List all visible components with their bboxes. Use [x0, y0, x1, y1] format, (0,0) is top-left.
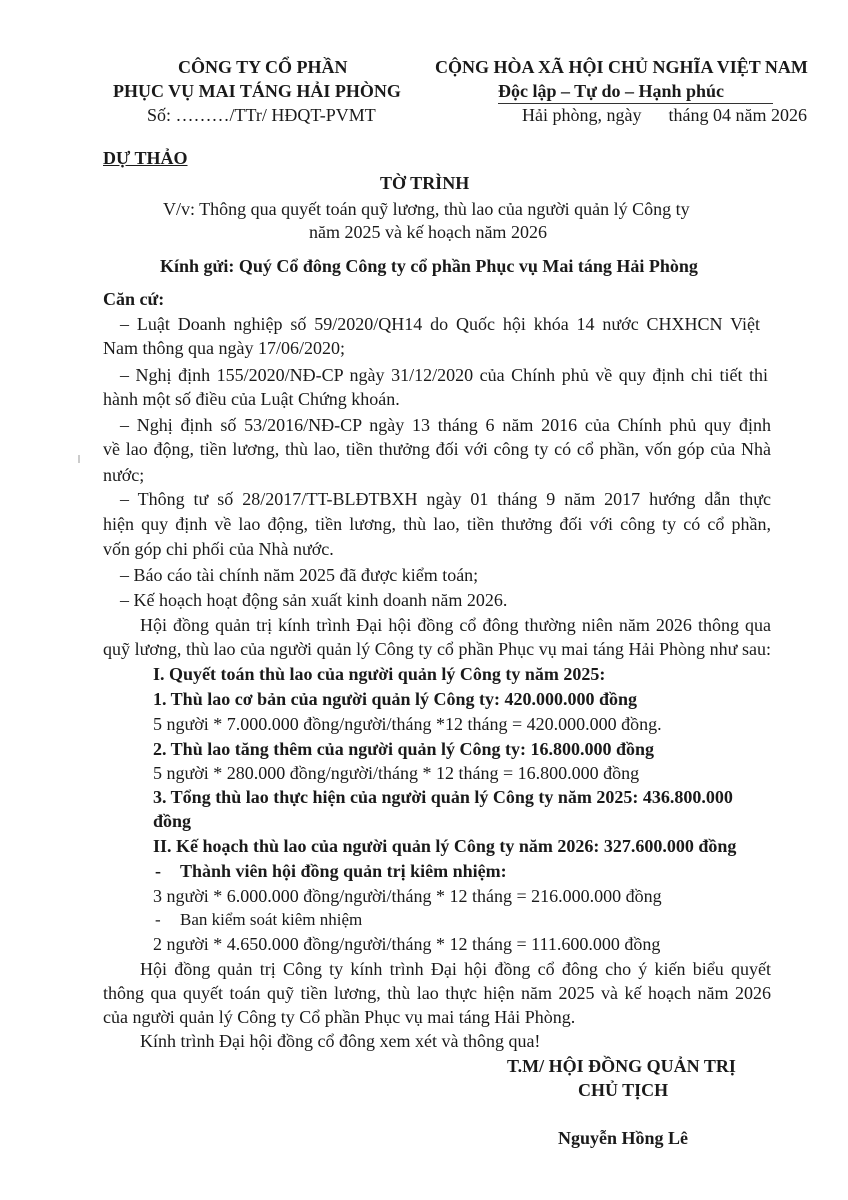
- section-2-heading: II. Kế hoạch thù lao của người quản lý Công ty năm 2026: 327.600.000 đồng: [153, 836, 737, 856]
- draft-label: DỰ THẢO: [103, 148, 188, 168]
- section-1-item-1-title: 1. Thù lao cơ bản của người quản lý Công ty: 420.000.000 đồng: [153, 689, 638, 709]
- section-1-item-3-title-cont: đồng: [153, 811, 192, 831]
- basis-line: – Nghị định 155/2020/NĐ-CP ngày 31/12/2020 của Chính phủ về quy định chi tiết thi: [120, 365, 768, 385]
- document-date: Hải phòng, ngày tháng 04 năm 2026: [522, 105, 807, 125]
- intro-line-2: quỹ lương, thù lao của người quản lý Công ty cổ phần Phục vụ mai táng Hải Phòng như sau:: [103, 639, 771, 659]
- recipient: Kính gửi: Quý Cổ đông Công ty cổ phần Phục vụ Mai táng Hải Phòng: [160, 256, 698, 276]
- group-1-title: Thành viên hội đồng quản trị kiêm nhiệm:: [180, 861, 507, 881]
- section-1-item-2-calc: 5 người * 280.000 đồng/người/tháng * 12 tháng = 16.800.000 đồng: [153, 763, 640, 783]
- section-1-heading: I. Quyết toán thù lao của người quản lý Công ty năm 2025:: [153, 664, 606, 684]
- intro-line-1: Hội đồng quản trị kính trình Đại hội đồng cổ đông thường niên năm 2026 thông qua: [140, 615, 771, 635]
- closing-line-2: thông qua quyết toán quỹ tiền lương, thù lao thực hiện năm 2025 và kế hoạch năm 2026: [103, 983, 771, 1003]
- national-motto: Độc lập – Tự do – Hạnh phúc: [498, 81, 725, 101]
- closing-line-4: Kính trình Đại hội đồng cổ đông xem xét và thông qua!: [140, 1031, 541, 1051]
- basis-line: hành một số điều của Luật Chứng khoán.: [103, 389, 400, 409]
- basis-heading: Căn cứ:: [103, 289, 165, 309]
- closing-line-1: Hội đồng quản trị Công ty kính trình Đại hội đồng cổ đông cho ý kiến biểu quyết: [140, 959, 771, 979]
- basis-line: – Kế hoạch hoạt động sản xuất kinh doanh năm 2026.: [120, 590, 508, 610]
- country-name: CỘNG HÒA XÃ HỘI CHỦ NGHĨA VIỆT NAM: [435, 57, 808, 77]
- subject-line-1: V/v: Thông qua quyết toán quỹ lương, thù lao của người quản lý Công ty: [163, 199, 690, 219]
- closing-line-3: của người quản lý Công ty Cổ phần Phục vụ mai táng Hải Phòng.: [103, 1007, 576, 1027]
- group-1-dash: -: [155, 861, 161, 881]
- section-1-item-1-calc: 5 người * 7.000.000 đồng/người/tháng *12 tháng = 420.000.000 đồng.: [153, 714, 662, 734]
- group-2-calc: 2 người * 4.650.000 đồng/người/tháng * 12 tháng = 111.600.000 đồng: [153, 934, 661, 954]
- document-number: Số: ………/TTr/ HĐQT-PVMT: [147, 105, 376, 125]
- signature-position: CHỦ TỊCH: [578, 1080, 669, 1100]
- section-1-item-2-title: 2. Thù lao tăng thêm của người quản lý Công ty: 16.800.000 đồng: [153, 739, 655, 759]
- basis-line: Nam thông qua ngày 17/06/2020;: [103, 338, 345, 358]
- basis-line: về lao động, tiền lương, thù lao, tiền thưởng đối với công ty có cổ phần, vốn góp của Nhà: [103, 439, 771, 459]
- basis-line: – Nghị định số 53/2016/NĐ-CP ngày 13 tháng 6 năm 2016 của Chính phủ quy định: [120, 415, 771, 435]
- motto-underline: [498, 103, 773, 104]
- section-1-item-3-title: 3. Tổng thù lao thực hiện của người quản lý Công ty năm 2025: 436.800.000: [153, 787, 733, 807]
- basis-line: hiện quy định về lao động, tiền lương, thù lao, tiền thưởng đối với công ty có cổ phần,: [103, 514, 771, 534]
- basis-line: vốn góp chi phối của Nhà nước.: [103, 539, 334, 559]
- signature-on-behalf: T.M/ HỘI ĐỒNG QUẢN TRỊ: [507, 1056, 736, 1076]
- document-title: TỜ TRÌNH: [380, 173, 470, 193]
- signer-name: Nguyễn Hồng Lê: [558, 1128, 689, 1148]
- basis-line: – Báo cáo tài chính năm 2025 đã được kiểm toán;: [120, 565, 479, 585]
- company-name-line1: CÔNG TY CỔ PHẦN: [178, 57, 348, 77]
- scan-margin-mark: [78, 455, 80, 463]
- group-1-calc: 3 người * 6.000.000 đồng/người/tháng * 12 tháng = 216.000.000 đồng: [153, 886, 662, 906]
- group-2-title: Ban kiểm soát kiêm nhiệm: [180, 910, 363, 929]
- basis-line: – Thông tư số 28/2017/TT-BLĐTBXH ngày 01 tháng 9 năm 2017 hướng dẫn thực: [120, 489, 771, 509]
- group-2-dash: -: [155, 910, 161, 929]
- company-name-line2: PHỤC VỤ MAI TÁNG HẢI PHÒNG: [113, 81, 401, 101]
- basis-line: – Luật Doanh nghiệp số 59/2020/QH14 do Quốc hội khóa 14 nước CHXHCN Việt: [120, 314, 760, 334]
- subject-line-2: năm 2025 và kế hoạch năm 2026: [309, 222, 547, 242]
- basis-line: nước;: [103, 465, 145, 485]
